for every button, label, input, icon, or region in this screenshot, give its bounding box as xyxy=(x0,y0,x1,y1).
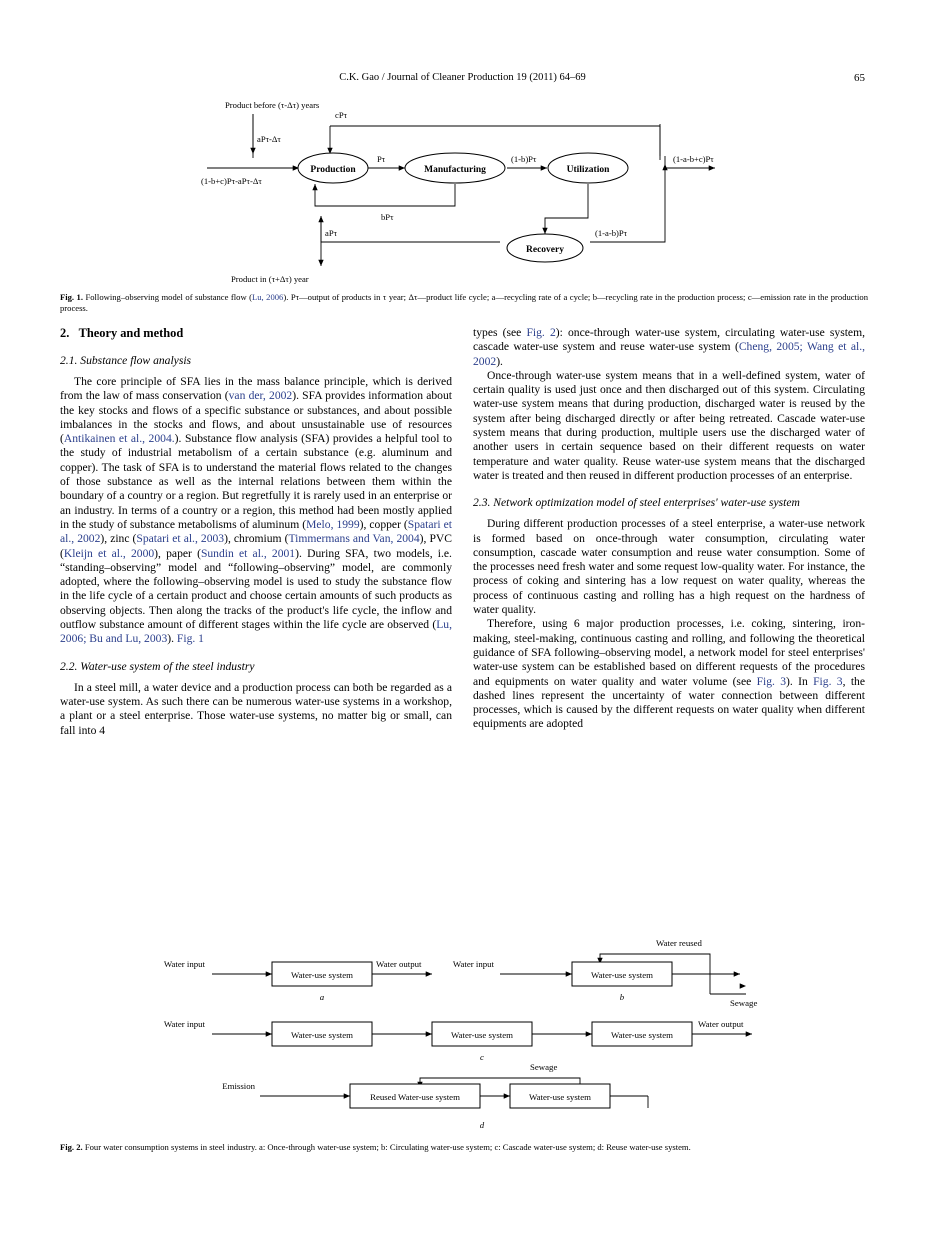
citation-link[interactable]: Antikainen et al., 2004. xyxy=(63,432,175,446)
fig1-label-aP: aPτ xyxy=(325,228,338,238)
citation-link[interactable]: Fig. 2 xyxy=(526,326,556,339)
fig2-c-box2: Water-use system xyxy=(451,1030,513,1040)
paragraph-network: During different production processes of a steel enterprise, a water-use network is formed based on once-through water consumption, circulating water consumption, cascade water consumption and reuse water consumption. Some of the processes need fresh water and some request low-quality water. For instance, the process of coking and sintering has a low request on water quality, whereas the process of continuous casting and rolling has a high request on the hardness of water quality. xyxy=(473,517,865,617)
figure-1-caption-label: Fig. 1. xyxy=(60,292,83,302)
citation-link[interactable]: Fig. 3 xyxy=(756,674,787,688)
paragraph-types: types (see Fig. 2): once-through water-use system, circulating water-use system, cascade water-use system and reuse water-use system (Cheng, 2005; Wang et al., 2002). xyxy=(473,326,865,368)
fig2-b-reused: Water reused xyxy=(656,938,702,948)
figure-1 xyxy=(195,96,750,286)
fig2-c-output: Water output xyxy=(698,1019,744,1029)
figure-1-diagram xyxy=(195,96,750,286)
citation-link[interactable]: Sundin et al., 2001 xyxy=(200,546,296,560)
subsection-2-2-heading: 2.2. Water-use system of the steel industry xyxy=(60,659,255,673)
citation-link[interactable]: Lu, 2006; Bu and Lu, 2003 xyxy=(60,618,452,646)
fig2-d-tag: d xyxy=(479,1120,485,1130)
fig2-c-input: Water input xyxy=(163,1019,205,1029)
figure-2-diagram xyxy=(60,938,868,1138)
fig2-c-box1: Water-use system xyxy=(291,1030,353,1040)
fig2-a-box: Water-use system xyxy=(291,970,353,980)
fig1-label-aPtaudt: aPτ-Δτ xyxy=(257,134,281,144)
citation-link[interactable]: Timmermans and Van, 2004 xyxy=(288,532,420,546)
fig1-label-top-left: Product before (τ-Δτ) years xyxy=(225,100,320,110)
fig2-a-input: Water input xyxy=(163,959,205,969)
figure-2-caption-label: Fig. 2. xyxy=(60,1142,83,1152)
fig2-d-box2: Water-use system xyxy=(529,1092,591,1102)
figure-2-caption-text: Four water consumption systems in steel industry. a: Once-through water-use system; b: Circulating water-use system; c: Cascade water-use system; d: Reuse water-use system. xyxy=(82,1142,691,1152)
fig2-b-input: Water input xyxy=(452,959,494,969)
page-number: 65 xyxy=(854,72,865,84)
svg-text:Utilization: Utilization xyxy=(566,165,610,175)
subsection-2-3-heading: 2.3. Network optimization model of steel enterprises' water-use system xyxy=(473,496,800,510)
fig2-a-tag: a xyxy=(319,992,325,1002)
svg-text:Recovery: Recovery xyxy=(526,245,564,255)
citation-link[interactable]: Spatari et al., 2002 xyxy=(60,517,452,546)
left-column xyxy=(60,326,452,738)
running-head xyxy=(0,72,925,83)
fig2-d-sewage: Sewage xyxy=(530,1062,558,1072)
fig1-label-one-a-b-p: (1-a-b)Pτ xyxy=(595,228,628,238)
fig1-label-bottom-left: Product in (τ+Δτ) year xyxy=(231,274,309,284)
citation-link[interactable]: Cheng, 2005; Wang et al., 2002 xyxy=(473,340,865,368)
figure-2 xyxy=(60,938,868,1138)
fig1-label-bP: bPτ xyxy=(381,212,394,222)
fig2-d-box1: Reused Water-use system xyxy=(370,1092,460,1102)
fig2-a-output: Water output xyxy=(376,959,422,969)
citation-link[interactable]: Spatari et al., 2003 xyxy=(136,532,225,546)
citation-link[interactable]: Lu, 2006 xyxy=(252,292,284,302)
section-number: 2. xyxy=(60,326,70,340)
fig2-c-tag: c xyxy=(480,1052,484,1062)
fig1-label-left-in: (1-b+c)Pτ-aPτ-Δτ xyxy=(201,176,262,186)
citation-link[interactable]: Fig. 1 xyxy=(176,632,204,646)
fig1-label-one-b-p: (1-b)Pτ xyxy=(511,154,537,164)
fig1-label-Ptau: Pτ xyxy=(377,154,386,164)
right-column xyxy=(473,326,865,732)
svg-text:Production: Production xyxy=(310,165,356,175)
section-heading xyxy=(60,326,452,341)
paragraph-model: Therefore, using 6 major production processes, i.e. coking, sintering, iron-making, steel-making, continuous casting and rolling, and following the theoretical guidance of SFA following–observing model, a network model for steel enterprises' water-use system can be established based on different requests of the procedures and equipments on water quality and water volume (see Fig. 3). In Fig. 3, the dashed lines represent the uncertainty of water connection between different processes, which is caused by the different requests on water quality when different equipments are adopted xyxy=(473,617,865,731)
fig1-label-out-right: (1-a-b+c)Pτ xyxy=(673,154,714,164)
citation-link[interactable]: van der, 2002 xyxy=(228,389,293,403)
svg-text:Manufacturing: Manufacturing xyxy=(424,165,486,175)
fig1-label-cP: cPτ xyxy=(335,110,348,120)
fig2-d-emission: Emission xyxy=(222,1081,255,1091)
figure-2-caption xyxy=(60,1142,868,1153)
citation-link[interactable]: Fig. 3 xyxy=(813,674,843,688)
fig2-b-box: Water-use system xyxy=(591,970,653,980)
fig2-b-tag: b xyxy=(619,992,625,1002)
fig2-c-box3: Water-use system xyxy=(611,1030,673,1040)
paragraph-sfa: The core principle of SFA lies in the mass balance principle, which is derived from the law of mass conservation (van der, 2002). SFA provides information about the key stocks and flows of a specific substance or substances, and about possible imbalances in the stocks and flows, and about unsustainable use of resources (Antikainen et al., 2004.). Substance flow analysis (SFA) provides a helpful tool to the study of industrial metabolism of a certain substance (e.g. aluminum and copper). The task of SFA is to understand the material flows related to the changes of those substance as well as the internal relations between them within the boundary of a country or a region. But regretfully it is rarely used in an enterprise or an industry. In terms of a country or a region, this method had been mostly applied in the study of substance metabolisms of aluminum (Melo, 1999), copper (Spatari et al., 2002), zinc (Spatari et al., 2003), chromium (Timmermans and Van, 2004), PVC (Kleijn et al., 2000), paper (Sundin et al., 2001). During SFA, two models, i.e. “standing–observing” model and “following–observing” model, are commonly adopted, where the following–observing model is used to study the substance flow in the life cycle of a certain product and choose certain amounts of such products as observing objects. Then along the tracks of the product's life cycle, the inflow and outflow substance amount of different stages within the life cycle are observed (Lu, 2006; Bu and Lu, 2003). Fig. 1 xyxy=(60,375,452,646)
running-head-text: C.K. Gao / Journal of Cleaner Production 19 (2011) 64–69 xyxy=(339,72,586,83)
paragraph-definitions: Once-through water-use system means that in a well-defined system, water of certain quality is used just once and then discharged out of this system. Circulating water-use system means that during production, discharged water is reused by the system after being discharged directly or after being retreated. Cascade water-use system means that during production, multiple users use the discharged water of another users in certain sequence based on their different requests on water temperature and water quality. Reuse water-use system means that the discharged water is treated and then reused in different production processes of an enterprise. xyxy=(473,368,865,482)
figure-1-caption: Fig. 1. Following–observing model of substance flow (Lu, 2006). Pτ—output of products in τ year; Δτ—product life cycle; a—recycling rate of a cycle; b—recycling rate in the production process; c—emission rate in the production process. xyxy=(60,292,868,314)
subsection-2-1-heading: 2.1. Substance flow analysis xyxy=(60,354,192,367)
citation-link[interactable]: Kleijn et al., 2000 xyxy=(63,546,155,560)
section-title: Theory and method xyxy=(78,326,184,340)
citation-link[interactable]: Melo, 1999 xyxy=(306,517,360,531)
fig2-b-sewage: Sewage xyxy=(730,998,758,1008)
paragraph-water-use-system: In a steel mill, a water device and a production process can both be regarded as a water-use system. As such there can be numerous water-use systems in a workshop, a plant or a steel enterprise. Those water-use systems, no matter big or small, can fall into 4 xyxy=(60,680,452,737)
